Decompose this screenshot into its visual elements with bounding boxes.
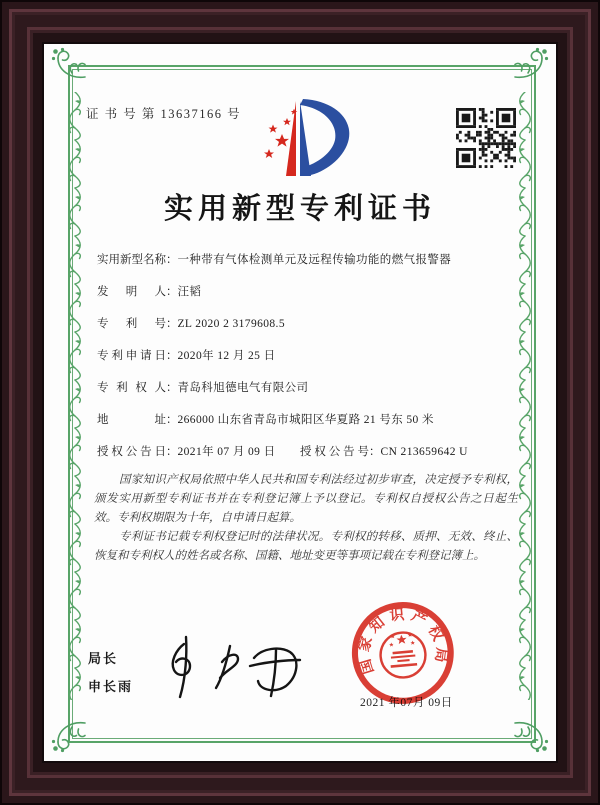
corner-ornament-top-left (50, 46, 88, 84)
official-seal (343, 595, 462, 714)
grant-number-field: 授 权 公 告 号 ： CN 213659642 U (300, 446, 468, 458)
field-label: 授 权 公 告 号 (300, 446, 369, 458)
qr-code (456, 108, 516, 168)
paragraph-grant-statement: 国家知识产权局依照中华人民共和国专利法经过初步审查，决定授予专利权，颁发实用新型专利证书并在专利登记簿上予以登记。专利权自授权公告之日起生效。专利权期限为十年，自申请日起算。 (94, 474, 518, 524)
signer-block (88, 648, 133, 704)
field-label: 专 利 权 人 (97, 382, 166, 394)
field-list (97, 253, 523, 477)
field-label: 授 权 公 告 日 (97, 446, 166, 458)
field-value: 266000 山东省青岛市城阳区华夏路 21 号东 50 米 (177, 414, 434, 426)
field-value: ZL 2020 2 3179608.5 (177, 318, 285, 330)
corner-ornament-bottom-right (512, 716, 550, 754)
cnipa-logo-icon (243, 96, 357, 182)
corner-ornament-bottom-left (50, 716, 88, 754)
field-row-patent-number: 专 利 号 ： ZL 2020 2 3179608.5 (97, 318, 285, 330)
field-value: 汪韬 (177, 286, 202, 298)
field-value: 一种带有气体检测单元及远程传输功能的燃气报警器 (177, 254, 452, 266)
vine-border-right (514, 92, 536, 700)
field-row-address: 地 址 ： 266000 山东省青岛市城阳区华夏路 21 号东 50 米 (97, 414, 434, 426)
paragraph-register-statement: 专利证书记载专利权登记时的法律状况。专利权的转移、质押、无效、终止、恢复和专利权人的姓名或名称、国籍、地址变更等事项记载在专利登记簿上。 (94, 531, 518, 562)
field-label: 实 用 新 型 名 称 (97, 254, 166, 266)
field-value: 青岛科旭德电气有限公司 (177, 382, 309, 394)
vine-border-left (64, 92, 86, 700)
grant-date-field: 授 权 公 告 日 ： 2021年 07 月 09 日 (97, 446, 276, 458)
corner-ornament-top-right (512, 46, 550, 84)
commissioner-signature (150, 634, 315, 700)
national-emblem-icon (379, 631, 428, 680)
field-value: 2020年 12 月 25 日 (177, 350, 276, 362)
field-label: 专 利 申 请 日 (97, 350, 166, 362)
legal-text (94, 471, 518, 566)
signer-name: 申长雨 (88, 679, 134, 694)
signer-title: 局长 (88, 651, 119, 666)
seal-date: 2021 年07月 09日 (360, 697, 453, 709)
field-value: 2021年 07 月 09 日 (177, 446, 276, 458)
certificate-number: 证 书 号 第 13637166 号 (86, 107, 242, 121)
field-label: 发 明 人 (97, 286, 166, 298)
field-row-patentee: 专 利 权 人 ： 青岛科旭德电气有限公司 (97, 382, 309, 394)
field-row-filing-date: 专 利 申 请 日 ： 2020年 12 月 25 日 (97, 350, 276, 362)
field-value: CN 213659642 U (380, 446, 468, 458)
seal-agency-text: 国家知识产权局 (356, 606, 450, 676)
certificate-title: 实用新型专利证书 (163, 193, 436, 225)
field-row-inventor: 发 明 人 ： 汪韬 (97, 286, 202, 298)
field-label: 地 址 (97, 414, 166, 426)
field-label: 专 利 号 (97, 318, 166, 330)
field-row-name: 实 用 新 型 名 称 ： 一种带有气体检测单元及远程传输功能的燃气报警器 (97, 254, 452, 266)
